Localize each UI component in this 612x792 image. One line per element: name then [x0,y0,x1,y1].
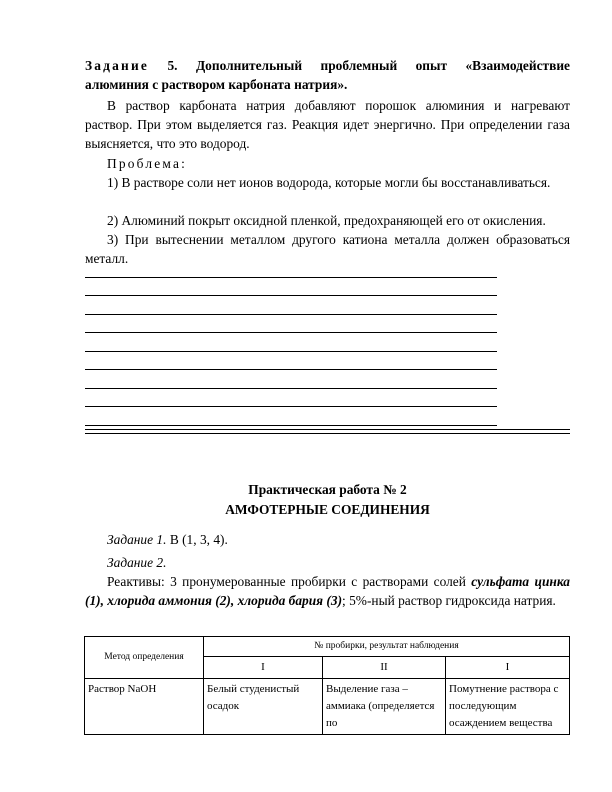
answer-line [85,295,497,296]
answer-line [85,351,497,352]
section-divider [85,429,570,434]
method-header: Метод определения [85,637,204,679]
task5-label: Задание [85,58,150,73]
column-header-2: II [323,657,446,679]
table-row [85,679,570,735]
table-cell-1: Белый студенистый осадок [204,679,323,735]
answer-line [85,425,497,426]
answer-line [85,369,497,370]
reagents-suffix: ; 5%-ный раствор гидроксида натрия. [342,593,556,608]
task1-label: Задание 1. [107,532,167,547]
task5-title [85,56,570,75]
problem-item-2: 2) Алюминий покрыт оксидной пленкой, предохраняющей его от окисления. [107,213,546,228]
task2-label: Задание 2. [107,555,167,570]
practical-subheading: АМФОТЕРНЫЕ СОЕДИНЕНИЯ [225,502,430,517]
task5-title-text: 5. Дополнительный проблемный опыт «Взаимодействие [167,58,570,73]
table-cell-2: Выделение газа – аммиака (определяется по [323,679,446,735]
problem-item-3: 3) При вытеснении металлом другого катиона металла должен образоваться металл. [85,232,570,266]
reagents-salts: сульфата цинка (1), хлорида аммония (2), хлорида бария (3) [85,574,570,608]
answer-line [85,388,497,389]
answer-line [85,406,497,407]
result-header: № пробирки, результат наблюдения [204,637,570,657]
answer-line [85,332,497,333]
task1-answer: В (1, 3, 4). [166,532,228,547]
problem-item-1: 1) В растворе соли нет ионов водорода, которые могли бы восстанавливаться. [107,175,551,190]
task5-description: В раствор карбоната натрия добавляют порошок алюминия и нагревают раствор. При этом выделяется газ. Реакция идет энергично. При определении газа выясняется, что это водород. [85,98,570,151]
column-header-3: I [446,657,570,679]
task1-line [85,530,570,549]
task5-title-line2: алюминия с раствором карбоната натрия». [85,77,348,92]
table-header-row [85,637,570,657]
table-cell-method: Раствор NaOH [85,679,204,735]
answer-line [85,314,497,315]
answer-line [85,277,497,278]
practical-heading: Практическая работа № 2 [248,482,407,497]
reagents-paragraph [85,572,570,610]
observation-table [84,636,570,735]
reagents-prefix: Реактивы: 3 пронумерованные пробирки с растворами солей [107,574,472,589]
problem-label: Проблема: [107,156,188,171]
column-header-1: I [204,657,323,679]
table-cell-3: Помутнение раствора с последующим осаждением вещества [446,679,570,735]
